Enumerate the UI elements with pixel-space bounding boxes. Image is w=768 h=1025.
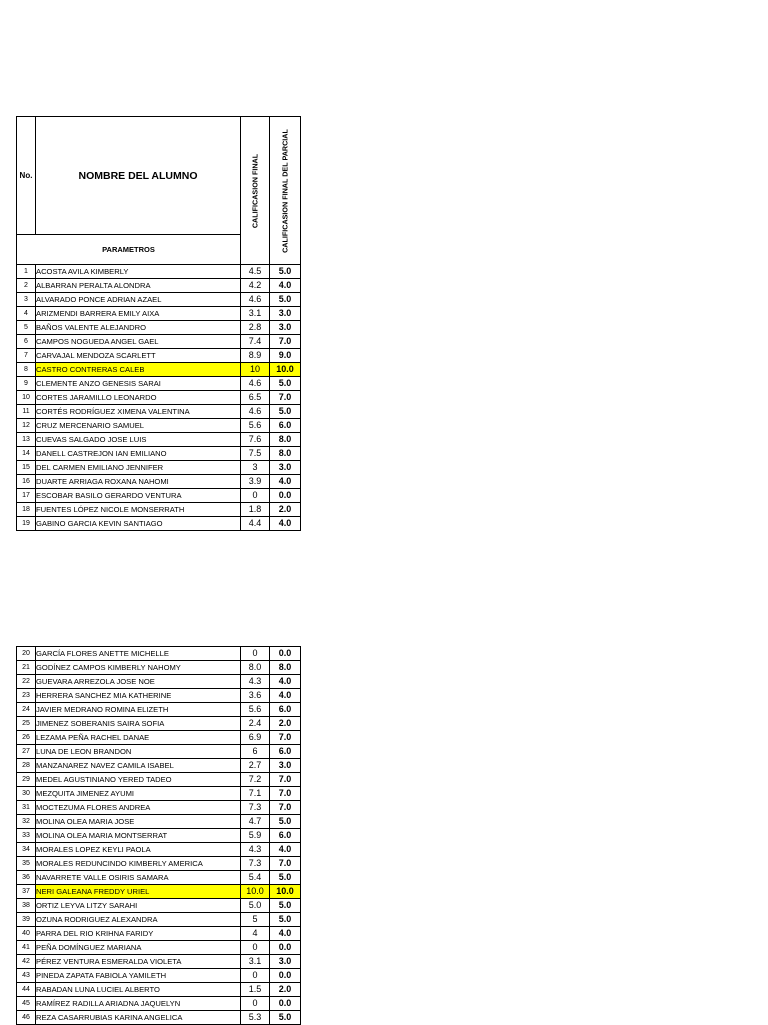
- partial-grade: 4.0: [270, 517, 301, 531]
- partial-grade: 10.0: [270, 363, 301, 377]
- final-grade: 5.6: [241, 703, 270, 717]
- student-number: 26: [17, 731, 36, 745]
- student-row: [17, 661, 301, 675]
- student-number: 22: [17, 675, 36, 689]
- partial-grade: 7.0: [270, 857, 301, 871]
- final-grade: 1.8: [241, 503, 270, 517]
- final-grade: 7.6: [241, 433, 270, 447]
- final-grade: 7.4: [241, 335, 270, 349]
- final-grade: 3.1: [241, 955, 270, 969]
- partial-grade: 5.0: [270, 871, 301, 885]
- header-partial-grade: [270, 117, 301, 265]
- student-row: [17, 703, 301, 717]
- partial-grade: 4.0: [270, 279, 301, 293]
- student-row: [17, 773, 301, 787]
- student-row: [17, 745, 301, 759]
- partial-grade: 4.0: [270, 675, 301, 689]
- student-number: 30: [17, 787, 36, 801]
- student-number: 44: [17, 983, 36, 997]
- student-name: CLEMENTE ANZO GENESIS SARAI: [36, 377, 241, 391]
- student-row: [17, 885, 301, 899]
- student-number: 29: [17, 773, 36, 787]
- student-name: GUEVARA ARREZOLA JOSE NOE: [36, 675, 241, 689]
- student-name: JIMENEZ SOBERANIS SAIRA SOFIA: [36, 717, 241, 731]
- student-name: CASTRO CONTRERAS CALEB: [36, 363, 241, 377]
- student-name: MEDEL AGUSTINIANO YERED TADEO: [36, 773, 241, 787]
- student-number: 33: [17, 829, 36, 843]
- final-grade: 7.2: [241, 773, 270, 787]
- student-row: [17, 843, 301, 857]
- final-grade: 7.5: [241, 447, 270, 461]
- student-name: CAMPOS NOGUEDA ANGEL GAEL: [36, 335, 241, 349]
- final-grade: 6.5: [241, 391, 270, 405]
- student-number: 27: [17, 745, 36, 759]
- student-name: GODÍNEZ CAMPOS KIMBERLY NAHOMY: [36, 661, 241, 675]
- final-grade: 4.6: [241, 405, 270, 419]
- partial-grade: 3.0: [270, 955, 301, 969]
- student-row: [17, 279, 301, 293]
- student-row: [17, 801, 301, 815]
- student-name: MEZQUITA JIMENEZ AYUMI: [36, 787, 241, 801]
- partial-grade: 3.0: [270, 461, 301, 475]
- header-row: [17, 117, 301, 235]
- student-name: CARVAJAL MENDOZA SCARLETT: [36, 349, 241, 363]
- student-number: 7: [17, 349, 36, 363]
- partial-grade: 0.0: [270, 647, 301, 661]
- student-row: [17, 419, 301, 433]
- partial-grade: 7.0: [270, 773, 301, 787]
- student-name: FUENTES LÓPEZ NICOLE MONSERRATH: [36, 503, 241, 517]
- student-name: NAVARRETE VALLE OSIRIS SAMARA: [36, 871, 241, 885]
- student-name: PARRA DEL RIO KRIHNA FARIDY: [36, 927, 241, 941]
- student-number: 2: [17, 279, 36, 293]
- final-grade: 3.9: [241, 475, 270, 489]
- partial-grade: 3.0: [270, 307, 301, 321]
- partial-grade: 5.0: [270, 405, 301, 419]
- student-number: 38: [17, 899, 36, 913]
- final-grade: 4.3: [241, 675, 270, 689]
- student-row: [17, 307, 301, 321]
- final-grade: 2.7: [241, 759, 270, 773]
- final-grade: 4.2: [241, 279, 270, 293]
- student-name: MOCTEZUMA FLORES ANDREA: [36, 801, 241, 815]
- partial-grade: 5.0: [270, 1011, 301, 1025]
- final-grade: 7.1: [241, 787, 270, 801]
- final-grade: 5.3: [241, 1011, 270, 1025]
- student-number: 21: [17, 661, 36, 675]
- student-number: 46: [17, 1011, 36, 1025]
- partial-grade: 2.0: [270, 983, 301, 997]
- student-row: [17, 899, 301, 913]
- student-number: 34: [17, 843, 36, 857]
- student-name: CRUZ MERCENARIO SAMUEL: [36, 419, 241, 433]
- student-row: [17, 1011, 301, 1025]
- student-name: HERRERA SANCHEZ MIA KATHERINE: [36, 689, 241, 703]
- student-name: GABINO GARCIA KEVIN SANTIAGO: [36, 517, 241, 531]
- partial-grade: 7.0: [270, 731, 301, 745]
- partial-grade: 0.0: [270, 941, 301, 955]
- partial-grade: 7.0: [270, 391, 301, 405]
- final-grade: 5.9: [241, 829, 270, 843]
- student-name: LEZAMA PEÑA RACHEL DANAE: [36, 731, 241, 745]
- student-name: PINEDA ZAPATA FABIOLA YAMILETH: [36, 969, 241, 983]
- final-grade: 6.9: [241, 731, 270, 745]
- student-number: 25: [17, 717, 36, 731]
- student-number: 35: [17, 857, 36, 871]
- student-row: [17, 433, 301, 447]
- final-grade: 1.5: [241, 983, 270, 997]
- student-number: 42: [17, 955, 36, 969]
- student-row: [17, 391, 301, 405]
- student-row: [17, 675, 301, 689]
- student-name: PEÑA DOMÍNGUEZ MARIANA: [36, 941, 241, 955]
- student-name: DEL CARMEN EMILIANO JENNIFER: [36, 461, 241, 475]
- final-grade: 5.6: [241, 419, 270, 433]
- final-grade: 4.7: [241, 815, 270, 829]
- final-grade: 2.8: [241, 321, 270, 335]
- student-row: [17, 871, 301, 885]
- partial-grade: 4.0: [270, 689, 301, 703]
- student-name: CUEVAS SALGADO JOSE LUIS: [36, 433, 241, 447]
- student-number: 17: [17, 489, 36, 503]
- partial-grade: 4.0: [270, 927, 301, 941]
- student-number: 3: [17, 293, 36, 307]
- student-row: [17, 503, 301, 517]
- student-name: MOLINA OLEA MARIA JOSE: [36, 815, 241, 829]
- partial-grade: 5.0: [270, 899, 301, 913]
- final-grade: 0: [241, 647, 270, 661]
- partial-grade: 5.0: [270, 815, 301, 829]
- partial-grade: 7.0: [270, 787, 301, 801]
- student-number: 23: [17, 689, 36, 703]
- student-number: 13: [17, 433, 36, 447]
- student-row: [17, 731, 301, 745]
- student-name: BAÑOS VALENTE ALEJANDRO: [36, 321, 241, 335]
- student-name: ORTIZ LEYVA LITZY SARAHI: [36, 899, 241, 913]
- partial-grade: 6.0: [270, 745, 301, 759]
- header-final-grade-label: CALIFICASION FINAL: [250, 153, 260, 228]
- final-grade: 3.6: [241, 689, 270, 703]
- final-grade: 6: [241, 745, 270, 759]
- student-row: [17, 787, 301, 801]
- student-row: [17, 335, 301, 349]
- student-row: [17, 293, 301, 307]
- final-grade: 3: [241, 461, 270, 475]
- partial-grade: 9.0: [270, 349, 301, 363]
- partial-grade: 5.0: [270, 265, 301, 279]
- header-student-name: NOMBRE DEL ALUMNO: [36, 117, 241, 235]
- partial-grade: 7.0: [270, 801, 301, 815]
- student-name: PÉREZ VENTURA ESMERALDA VIOLETA: [36, 955, 241, 969]
- final-grade: 5: [241, 913, 270, 927]
- student-row: [17, 717, 301, 731]
- student-row: [17, 983, 301, 997]
- student-number: 37: [17, 885, 36, 899]
- partial-grade: 2.0: [270, 503, 301, 517]
- partial-grade: 6.0: [270, 829, 301, 843]
- partial-grade: 0.0: [270, 489, 301, 503]
- student-row: [17, 517, 301, 531]
- final-grade: 5.4: [241, 871, 270, 885]
- final-grade: 3.1: [241, 307, 270, 321]
- student-name: ARIZMENDI BARRERA EMILY AIXA: [36, 307, 241, 321]
- final-grade: 5.0: [241, 899, 270, 913]
- final-grade: 8.0: [241, 661, 270, 675]
- partial-grade: 5.0: [270, 913, 301, 927]
- student-name: CORTES JARAMILLO LEONARDO: [36, 391, 241, 405]
- student-name: ESCOBAR BASILO GERARDO VENTURA: [36, 489, 241, 503]
- final-grade: 0: [241, 489, 270, 503]
- header-parameters: PARAMETROS: [17, 235, 241, 265]
- student-row: [17, 405, 301, 419]
- student-number: 28: [17, 759, 36, 773]
- student-row: [17, 913, 301, 927]
- student-name: MORALES REDUNCINDO KIMBERLY AMERICA: [36, 857, 241, 871]
- student-number: 4: [17, 307, 36, 321]
- partial-grade: 2.0: [270, 717, 301, 731]
- final-grade: 4.4: [241, 517, 270, 531]
- grades-table-bottom: [16, 646, 301, 1025]
- final-grade: 7.3: [241, 857, 270, 871]
- partial-grade: 4.0: [270, 843, 301, 857]
- student-number: 31: [17, 801, 36, 815]
- student-name: JAVIER MEDRANO ROMINA ELIZETH: [36, 703, 241, 717]
- student-number: 15: [17, 461, 36, 475]
- partial-grade: 8.0: [270, 661, 301, 675]
- student-row: [17, 955, 301, 969]
- final-grade: 4: [241, 927, 270, 941]
- student-row: [17, 759, 301, 773]
- student-number: 9: [17, 377, 36, 391]
- header-no: No.: [17, 117, 36, 235]
- student-row: [17, 829, 301, 843]
- grades-table-body: [17, 647, 301, 1025]
- student-name: ALVARADO PONCE ADRIAN AZAEL: [36, 293, 241, 307]
- student-number: 18: [17, 503, 36, 517]
- header-partial-grade-label: CALIFICASION FINAL DEL PARCIAL: [280, 128, 290, 253]
- final-grade: 2.4: [241, 717, 270, 731]
- partial-grade: 6.0: [270, 703, 301, 717]
- student-number: 8: [17, 363, 36, 377]
- student-number: 45: [17, 997, 36, 1011]
- final-grade: 4.3: [241, 843, 270, 857]
- partial-grade: 10.0: [270, 885, 301, 899]
- student-row: [17, 689, 301, 703]
- student-number: 36: [17, 871, 36, 885]
- student-name: DUARTE ARRIAGA ROXANA NAHOMI: [36, 475, 241, 489]
- student-row: [17, 857, 301, 871]
- student-row: [17, 489, 301, 503]
- student-name: MOLINA OLEA MARIA MONTSERRAT: [36, 829, 241, 843]
- final-grade: 8.9: [241, 349, 270, 363]
- student-row: [17, 447, 301, 461]
- final-grade: 0: [241, 997, 270, 1011]
- final-grade: 4.5: [241, 265, 270, 279]
- student-number: 11: [17, 405, 36, 419]
- student-row: [17, 647, 301, 661]
- student-number: 39: [17, 913, 36, 927]
- student-number: 16: [17, 475, 36, 489]
- partial-grade: 0.0: [270, 997, 301, 1011]
- student-name: DANELL CASTREJON IAN EMILIANO: [36, 447, 241, 461]
- student-name: MANZANAREZ NAVEZ CAMILA ISABEL: [36, 759, 241, 773]
- partial-grade: 3.0: [270, 759, 301, 773]
- header-final-grade: [241, 117, 270, 265]
- student-number: 43: [17, 969, 36, 983]
- final-grade: 4.6: [241, 377, 270, 391]
- student-row: [17, 321, 301, 335]
- final-grade: 10.0: [241, 885, 270, 899]
- student-row: [17, 377, 301, 391]
- partial-grade: 7.0: [270, 335, 301, 349]
- student-number: 24: [17, 703, 36, 717]
- student-name: ACOSTA AVILA KIMBERLY: [36, 265, 241, 279]
- student-number: 19: [17, 517, 36, 531]
- student-name: MORALES LOPEZ KEYLI PAOLA: [36, 843, 241, 857]
- student-name: LUNA DE LEON BRANDON: [36, 745, 241, 759]
- final-grade: 0: [241, 969, 270, 983]
- student-number: 10: [17, 391, 36, 405]
- student-name: CORTÉS RODRÍGUEZ XIMENA VALENTINA: [36, 405, 241, 419]
- final-grade: 4.6: [241, 293, 270, 307]
- student-row: [17, 363, 301, 377]
- partial-grade: 0.0: [270, 969, 301, 983]
- final-grade: 10: [241, 363, 270, 377]
- grades-table-top: [16, 116, 301, 531]
- student-number: 41: [17, 941, 36, 955]
- student-number: 12: [17, 419, 36, 433]
- partial-grade: 5.0: [270, 293, 301, 307]
- student-number: 32: [17, 815, 36, 829]
- student-name: RABADAN LUNA LUCIEL ALBERTO: [36, 983, 241, 997]
- student-row: [17, 815, 301, 829]
- student-number: 20: [17, 647, 36, 661]
- final-grade: 0: [241, 941, 270, 955]
- partial-grade: 8.0: [270, 433, 301, 447]
- student-name: ALBARRAN PERALTA ALONDRA: [36, 279, 241, 293]
- student-number: 1: [17, 265, 36, 279]
- student-name: GARCÍA FLORES ANETTE MICHELLE: [36, 647, 241, 661]
- student-name: OZUNA RODRIGUEZ ALEXANDRA: [36, 913, 241, 927]
- student-row: [17, 265, 301, 279]
- student-row: [17, 997, 301, 1011]
- partial-grade: 5.0: [270, 377, 301, 391]
- student-name: REZA CASARRUBIAS KARINA ANGELICA: [36, 1011, 241, 1025]
- student-row: [17, 969, 301, 983]
- student-row: [17, 461, 301, 475]
- partial-grade: 3.0: [270, 321, 301, 335]
- final-grade: 7.3: [241, 801, 270, 815]
- student-number: 5: [17, 321, 36, 335]
- partial-grade: 8.0: [270, 447, 301, 461]
- student-number: 14: [17, 447, 36, 461]
- student-number: 6: [17, 335, 36, 349]
- partial-grade: 6.0: [270, 419, 301, 433]
- student-row: [17, 927, 301, 941]
- student-row: [17, 941, 301, 955]
- student-name: RAMÍREZ RADILLA ARIADNA JAQUELYN: [36, 997, 241, 1011]
- student-row: [17, 475, 301, 489]
- student-number: 40: [17, 927, 36, 941]
- partial-grade: 4.0: [270, 475, 301, 489]
- student-name: NERI GALEANA FREDDY URIEL: [36, 885, 241, 899]
- student-row: [17, 349, 301, 363]
- grades-table-body: [17, 117, 301, 531]
